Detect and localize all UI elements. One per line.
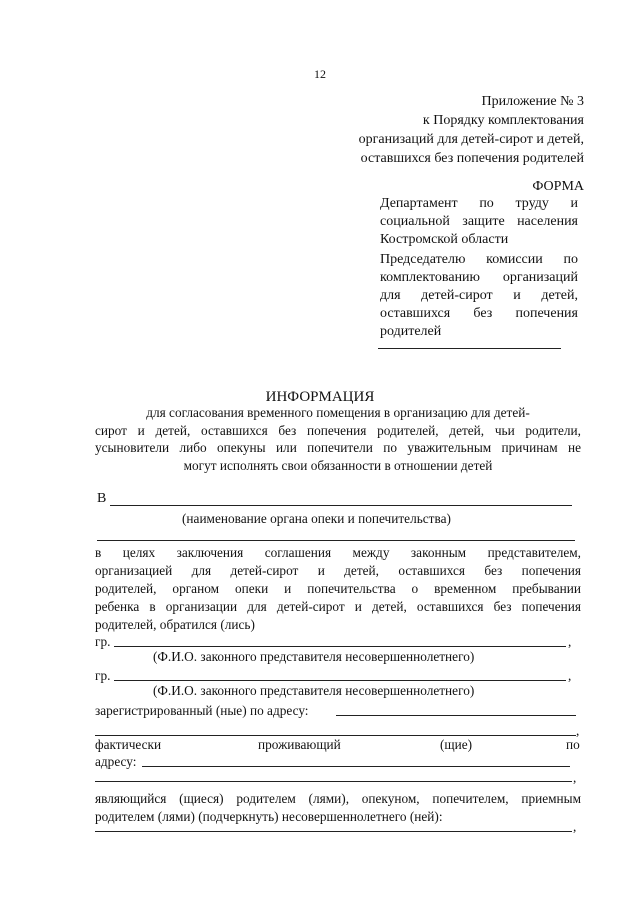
- subtitle-line: усыновители либо опекуны или попечители по уважительным причинам не: [95, 440, 581, 455]
- actual-address-field[interactable]: [142, 766, 570, 767]
- citizen-prefix: гр.: [95, 634, 111, 649]
- paragraph-line: родителей, органом опеки и попечительства о временном пребывании: [95, 581, 581, 596]
- appendix-block: [359, 92, 584, 168]
- guardian-org-caption: (наименование органа опеки и попечительства): [182, 511, 451, 526]
- document-heading: ИНФОРМАЦИЯ: [265, 389, 375, 405]
- addressee-line: родителей: [380, 324, 442, 339]
- role-line: родителем (лями) (подчеркнуть) несовершеннолетнего (ней):: [95, 809, 443, 824]
- comma: ,: [573, 770, 577, 785]
- addressee-line: Председателю комиссии по: [380, 252, 578, 267]
- minor-name-field[interactable]: [95, 831, 572, 832]
- subtitle-line: могут исполнять свои обязанности в отношении детей: [183, 457, 493, 473]
- guardian-org-field[interactable]: [110, 505, 572, 506]
- actual-word: проживающий: [258, 737, 341, 752]
- citizen-name-field-1[interactable]: [114, 646, 566, 647]
- registered-label: зарегистрированный (ные) по адресу:: [95, 703, 309, 718]
- appendix-line: оставшихся без попечения родителей: [360, 151, 584, 166]
- registered-address-field[interactable]: [336, 715, 576, 716]
- subtitle-line: для согласования временного помещения в организацию для детей-: [146, 405, 530, 420]
- actual-word: фактически: [95, 737, 162, 752]
- addressee-line: для детей-сирот и детей,: [380, 288, 578, 303]
- comma: ,: [568, 634, 572, 649]
- signature-blank: [378, 348, 561, 349]
- purpose-paragraph: [95, 544, 581, 634]
- paragraph-line: родителей, обратился (лись): [95, 617, 255, 632]
- guardian-org-field-2[interactable]: [97, 540, 575, 541]
- addressee-line: Костромской области: [380, 232, 509, 247]
- citizen-caption-2: (Ф.И.О. законного представителя несовершеннолетнего): [153, 683, 475, 698]
- role-line: являющийся (щиеся) родителем (лями), опекуном, попечителем, приемным: [95, 791, 581, 806]
- appendix-line: организаций для детей-сирот и детей,: [358, 132, 584, 147]
- subtitle-block: [95, 404, 581, 474]
- addressee-line: оставшихся без попечения: [380, 306, 578, 321]
- addressee-line: Департамент по труду и: [380, 196, 578, 211]
- comma: ,: [576, 723, 580, 738]
- addressee-block: [380, 195, 578, 341]
- page-number: 12: [314, 67, 326, 81]
- form-label: ФОРМА: [532, 179, 584, 194]
- paragraph-line: в целях заключения соглашения между законным представителем,: [95, 545, 581, 560]
- address-label: адресу:: [95, 754, 137, 769]
- addressee-line: социальной защите населения: [380, 214, 578, 229]
- addressee-line: комплектованию организаций: [380, 270, 578, 285]
- actual-word: (щие): [440, 737, 473, 752]
- actual-word: по: [566, 737, 580, 752]
- paragraph-line: ребенка в организации для детей-сирот и детей, оставшихся без попечения: [95, 599, 581, 614]
- actual-address-field-2[interactable]: [95, 781, 572, 782]
- comma: ,: [573, 819, 577, 834]
- citizen-prefix: гр.: [95, 668, 111, 683]
- to-prefix: В: [97, 491, 107, 506]
- comma: ,: [568, 668, 572, 683]
- appendix-title: Приложение № 3: [481, 94, 584, 109]
- citizen-caption-1: (Ф.И.О. законного представителя несовершеннолетнего): [153, 649, 475, 664]
- citizen-name-field-2[interactable]: [114, 680, 566, 681]
- role-block: [95, 790, 581, 826]
- subtitle-line: сирот и детей, оставшихся без попечения родителей, детей, чьи родители,: [95, 422, 581, 438]
- appendix-line: к Порядку комплектования: [422, 113, 584, 128]
- paragraph-line: организацией для детей-сирот и детей, оставшихся без попечения: [95, 563, 581, 578]
